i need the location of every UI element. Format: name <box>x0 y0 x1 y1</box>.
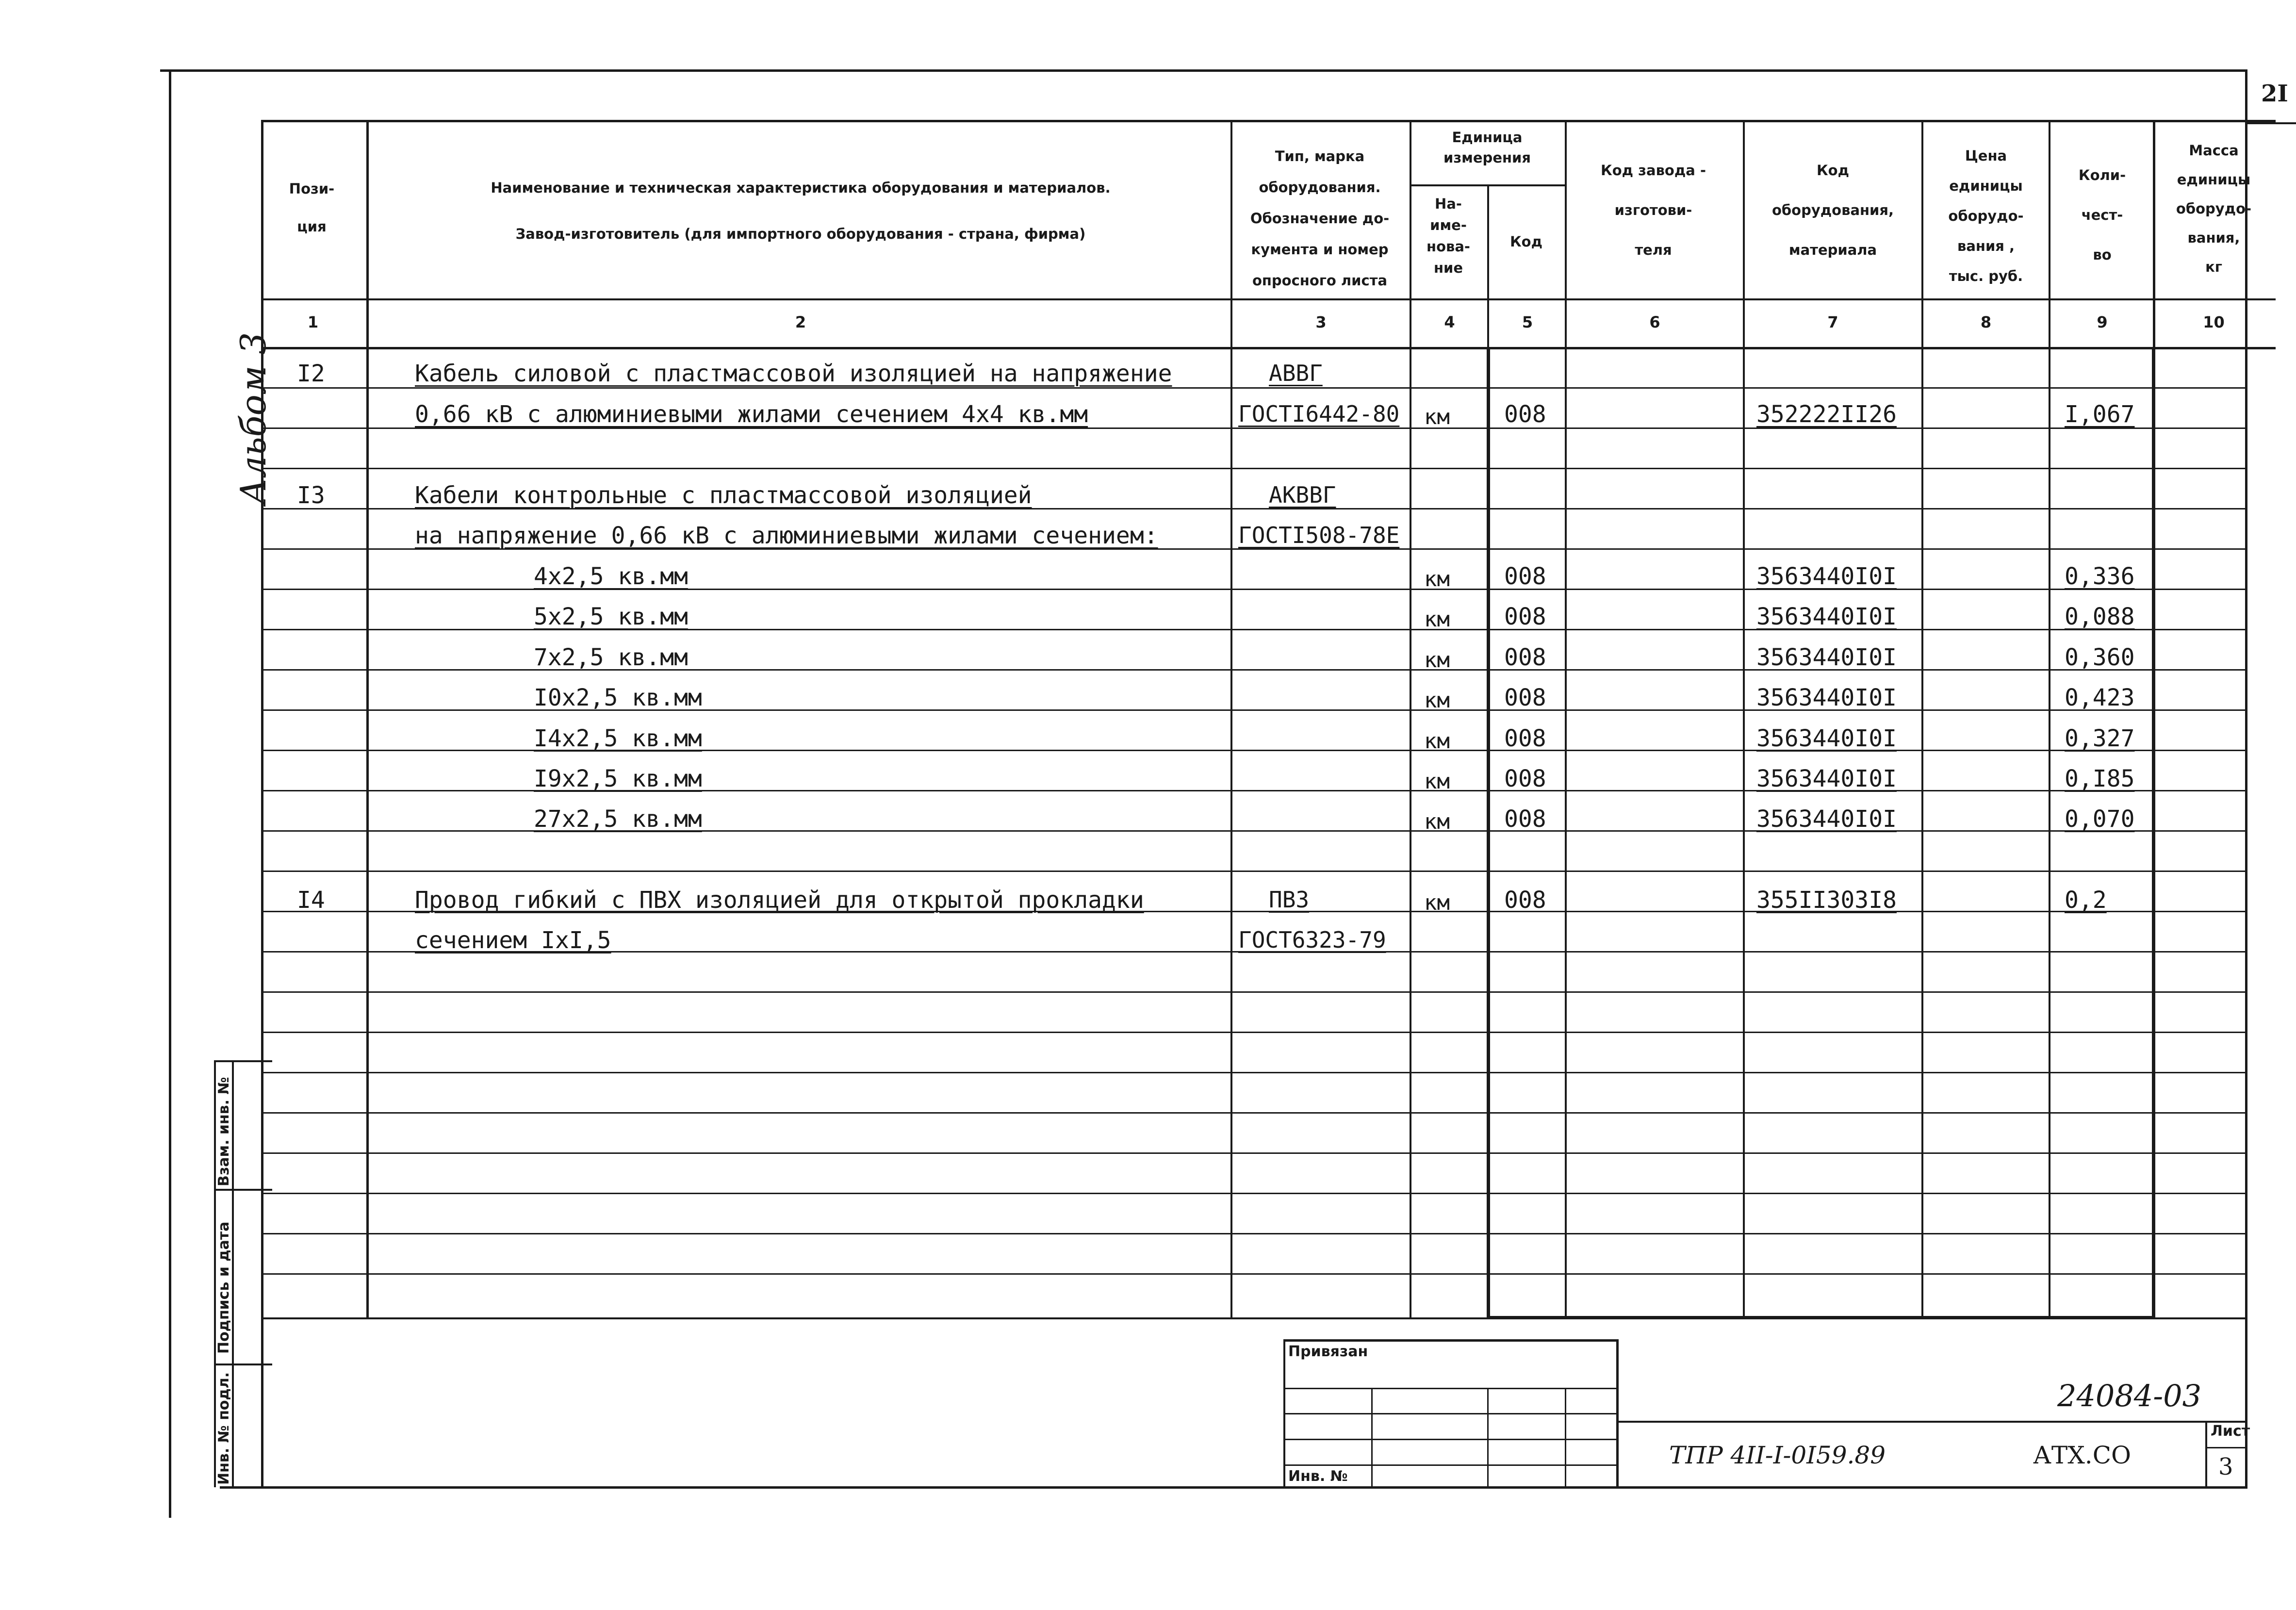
row-name: 27х2,5 кв.мм <box>534 805 702 833</box>
col-line-3 <box>1410 120 1411 1317</box>
header-mass: Масса единицы оборудо- вания, кг <box>2176 142 2252 275</box>
row-quantity: 0,327 <box>2065 725 2135 752</box>
row-line-15 <box>262 991 2247 993</box>
colnum-1: 1 <box>307 313 319 331</box>
list-number: 3 <box>2218 1453 2233 1480</box>
album-label: Альбом 3 <box>233 332 274 505</box>
project-code: ТПР 4II-I-0I59.89 <box>1669 1441 1886 1469</box>
row-equipment-code: 3563440I0I <box>1756 725 1897 752</box>
foot-vline-3 <box>1565 1388 1566 1487</box>
row-quantity: 0,2 <box>2065 887 2107 914</box>
header-maker-code: Код завода - изготови- теля <box>1601 162 1706 258</box>
row-name: 5х2,5 кв.мм <box>534 603 688 630</box>
row-line-19 <box>262 1152 2247 1154</box>
inv-no-label: Инв. № <box>1288 1468 1348 1485</box>
colnum-9: 9 <box>2097 313 2108 331</box>
header-equipment-code: Код оборудования, материала <box>1771 162 1894 258</box>
unit-subheader <box>1410 184 1565 186</box>
col-line-7 <box>1921 120 1923 1317</box>
foot-vline-1 <box>1371 1388 1373 1487</box>
sheetno-box-left <box>2245 73 2247 124</box>
row-unit: км <box>1424 607 1450 632</box>
row-type: АВВГ <box>1269 360 1323 386</box>
sheet-number-top: 2I <box>2261 80 2288 107</box>
row-unit: км <box>1424 567 1450 591</box>
row-equipment-code: 3563440I0I <box>1756 603 1897 630</box>
row-line-0 <box>262 387 2247 389</box>
table-top <box>262 120 2276 122</box>
row-code: 008 <box>1504 887 1546 914</box>
list-box-left <box>2205 1421 2207 1489</box>
colnum-bottom <box>262 347 2276 349</box>
row-position: I3 <box>297 482 325 509</box>
stamp-sep1 <box>214 1189 272 1191</box>
header-unit-code: Код <box>1509 233 1543 250</box>
foot-line-2 <box>1283 1413 1618 1414</box>
row-equipment-code: 3563440I0I <box>1756 563 1897 590</box>
col-line-8 <box>2049 120 2050 1317</box>
colnum-4: 4 <box>1444 313 1455 331</box>
row-quantity: 0,423 <box>2065 684 2135 711</box>
row-quantity: 0,070 <box>2065 805 2135 833</box>
row-code: 008 <box>1504 805 1546 833</box>
list-label: Лист <box>2211 1423 2250 1440</box>
row-unit: км <box>1424 809 1450 834</box>
row-line-21 <box>262 1233 2247 1234</box>
row-line-16 <box>262 1032 2247 1033</box>
stamp-label-podpis: Подпись и дата <box>215 1221 232 1354</box>
stamp-sep2 <box>214 1364 272 1365</box>
row-quantity: 0,360 <box>2065 644 2135 671</box>
row-line-22 <box>262 1273 2247 1275</box>
row-code: 008 <box>1504 725 1546 752</box>
colnum-3: 3 <box>1315 313 1327 331</box>
frame-right <box>2245 69 2247 1489</box>
row-code: 008 <box>1504 765 1546 792</box>
row-unit: км <box>1424 648 1450 673</box>
row-line-18 <box>262 1112 2247 1114</box>
col-line-2 <box>1230 120 1232 1317</box>
header-position: Пози- ция <box>289 181 335 235</box>
header-price: Цена единицы оборудо- вания , тыс. руб. <box>1948 148 2024 284</box>
row-code: 008 <box>1504 603 1546 630</box>
foot-vline-2 <box>1487 1388 1489 1487</box>
row-name: I0х2,5 кв.мм <box>534 684 702 711</box>
colnum-2: 2 <box>795 313 806 331</box>
row-name: 4х2,5 кв.мм <box>534 563 688 590</box>
thick-col-4 <box>1487 347 1490 1317</box>
header-quantity: Коли- чест- во <box>2078 167 2126 263</box>
row-name: Кабель силовой с пластмассовой изоляцией на напряжение <box>415 360 1172 387</box>
frame-top <box>160 69 2247 72</box>
colnum-10: 10 <box>2203 313 2225 331</box>
row-type: ГОСТI6442-80 <box>1238 401 1400 427</box>
header-bottom <box>262 298 2276 300</box>
privyazan-label: Привязан <box>1288 1343 1368 1360</box>
row-equipment-code: 3563440I0I <box>1756 684 1897 711</box>
foot-line-1 <box>1283 1388 1618 1389</box>
stamp-label-inv: Инв. № подл. <box>215 1372 232 1485</box>
foot-line-4 <box>1283 1464 1618 1466</box>
frame-bottom <box>220 1486 2247 1489</box>
row-quantity: 0,088 <box>2065 603 2135 630</box>
row-unit: км <box>1424 890 1450 915</box>
colnum-7: 7 <box>1827 313 1838 331</box>
thick-col-9 <box>2152 347 2155 1317</box>
title-top <box>1619 1421 2247 1423</box>
row-equipment-code: 352222II26 <box>1756 401 1897 428</box>
row-unit: км <box>1424 405 1450 429</box>
stamp-top <box>214 1060 272 1062</box>
row-name: сечением IхI,5 <box>415 927 611 954</box>
stamp-label-vzam: Взам. инв. № <box>215 1077 232 1186</box>
row-type: ГОСТ6323-79 <box>1238 927 1386 953</box>
row-code: 008 <box>1504 401 1546 428</box>
row-equipment-code: 3563440I0I <box>1756 644 1897 671</box>
list-box-mid <box>2205 1447 2247 1448</box>
row-quantity: I,067 <box>2065 401 2135 428</box>
row-equipment-code: 3563440I0I <box>1756 765 1897 792</box>
row-name: 0,66 кВ с алюминиевыми жилами сечением 4х4 кв.мм <box>415 401 1088 428</box>
sheet-code: АТХ.СО <box>2033 1441 2131 1469</box>
colnum-5: 5 <box>1522 313 1533 331</box>
sheetno-box-bottom <box>2245 122 2296 124</box>
row-quantity: 0,I85 <box>2065 765 2135 792</box>
doc-number: 24084-03 <box>2057 1378 2202 1413</box>
row-line-17 <box>262 1072 2247 1073</box>
row-unit: км <box>1424 769 1450 794</box>
row-type: ГОСТI508-78Е <box>1238 522 1400 548</box>
row-equipment-code: 355II303I8 <box>1756 887 1897 914</box>
header-unit: Единица измерения <box>1443 129 1531 166</box>
row-name: I9х2,5 кв.мм <box>534 765 702 792</box>
row-line-12 <box>262 871 2247 872</box>
col-line-5 <box>1565 120 1567 1317</box>
col-line-1 <box>366 120 369 1317</box>
row-code: 008 <box>1504 563 1546 590</box>
header-unit-name: На- име- нова- ние <box>1427 196 1470 276</box>
foot-box-top <box>1283 1339 1618 1342</box>
row-name: на напряжение 0,66 кВ с алюминиевыми жилами сечением: <box>415 522 1158 549</box>
row-line-20 <box>262 1193 2247 1194</box>
colnum-8: 8 <box>1980 313 1992 331</box>
header-type: Тип, марка оборудования. Обозначение до- кумента и номер опросного листа <box>1250 148 1390 289</box>
frame-left <box>169 69 171 1518</box>
row-name: Провод гибкий с ПВХ изоляцией для открытой прокладки <box>415 887 1144 914</box>
foot-line-3 <box>1283 1439 1618 1440</box>
body-bottom <box>262 1317 2247 1319</box>
row-name: I4х2,5 кв.мм <box>534 725 702 752</box>
row-position: I4 <box>297 887 325 914</box>
row-unit: км <box>1424 688 1450 713</box>
row-type: ПВЗ <box>1269 887 1310 913</box>
row-type: АКВВГ <box>1269 482 1336 508</box>
row-equipment-code: 3563440I0I <box>1756 805 1897 833</box>
row-code: 008 <box>1504 684 1546 711</box>
row-unit: км <box>1424 729 1450 754</box>
row-name: Кабели контрольные с пластмассовой изоляцией <box>415 482 1032 509</box>
row-name: 7х2,5 кв.мм <box>534 644 688 671</box>
header-name: Наименование и техническая характеристика оборудования и материалов. Завод-изготовитель (для импортного оборудования - страна, фирма) <box>491 180 1111 242</box>
colnum-6: 6 <box>1649 313 1660 331</box>
row-quantity: 0,336 <box>2065 563 2135 590</box>
row-line-2 <box>262 468 2247 469</box>
row-code: 008 <box>1504 644 1546 671</box>
col-line-6 <box>1743 120 1745 1317</box>
row-position: I2 <box>297 360 325 387</box>
